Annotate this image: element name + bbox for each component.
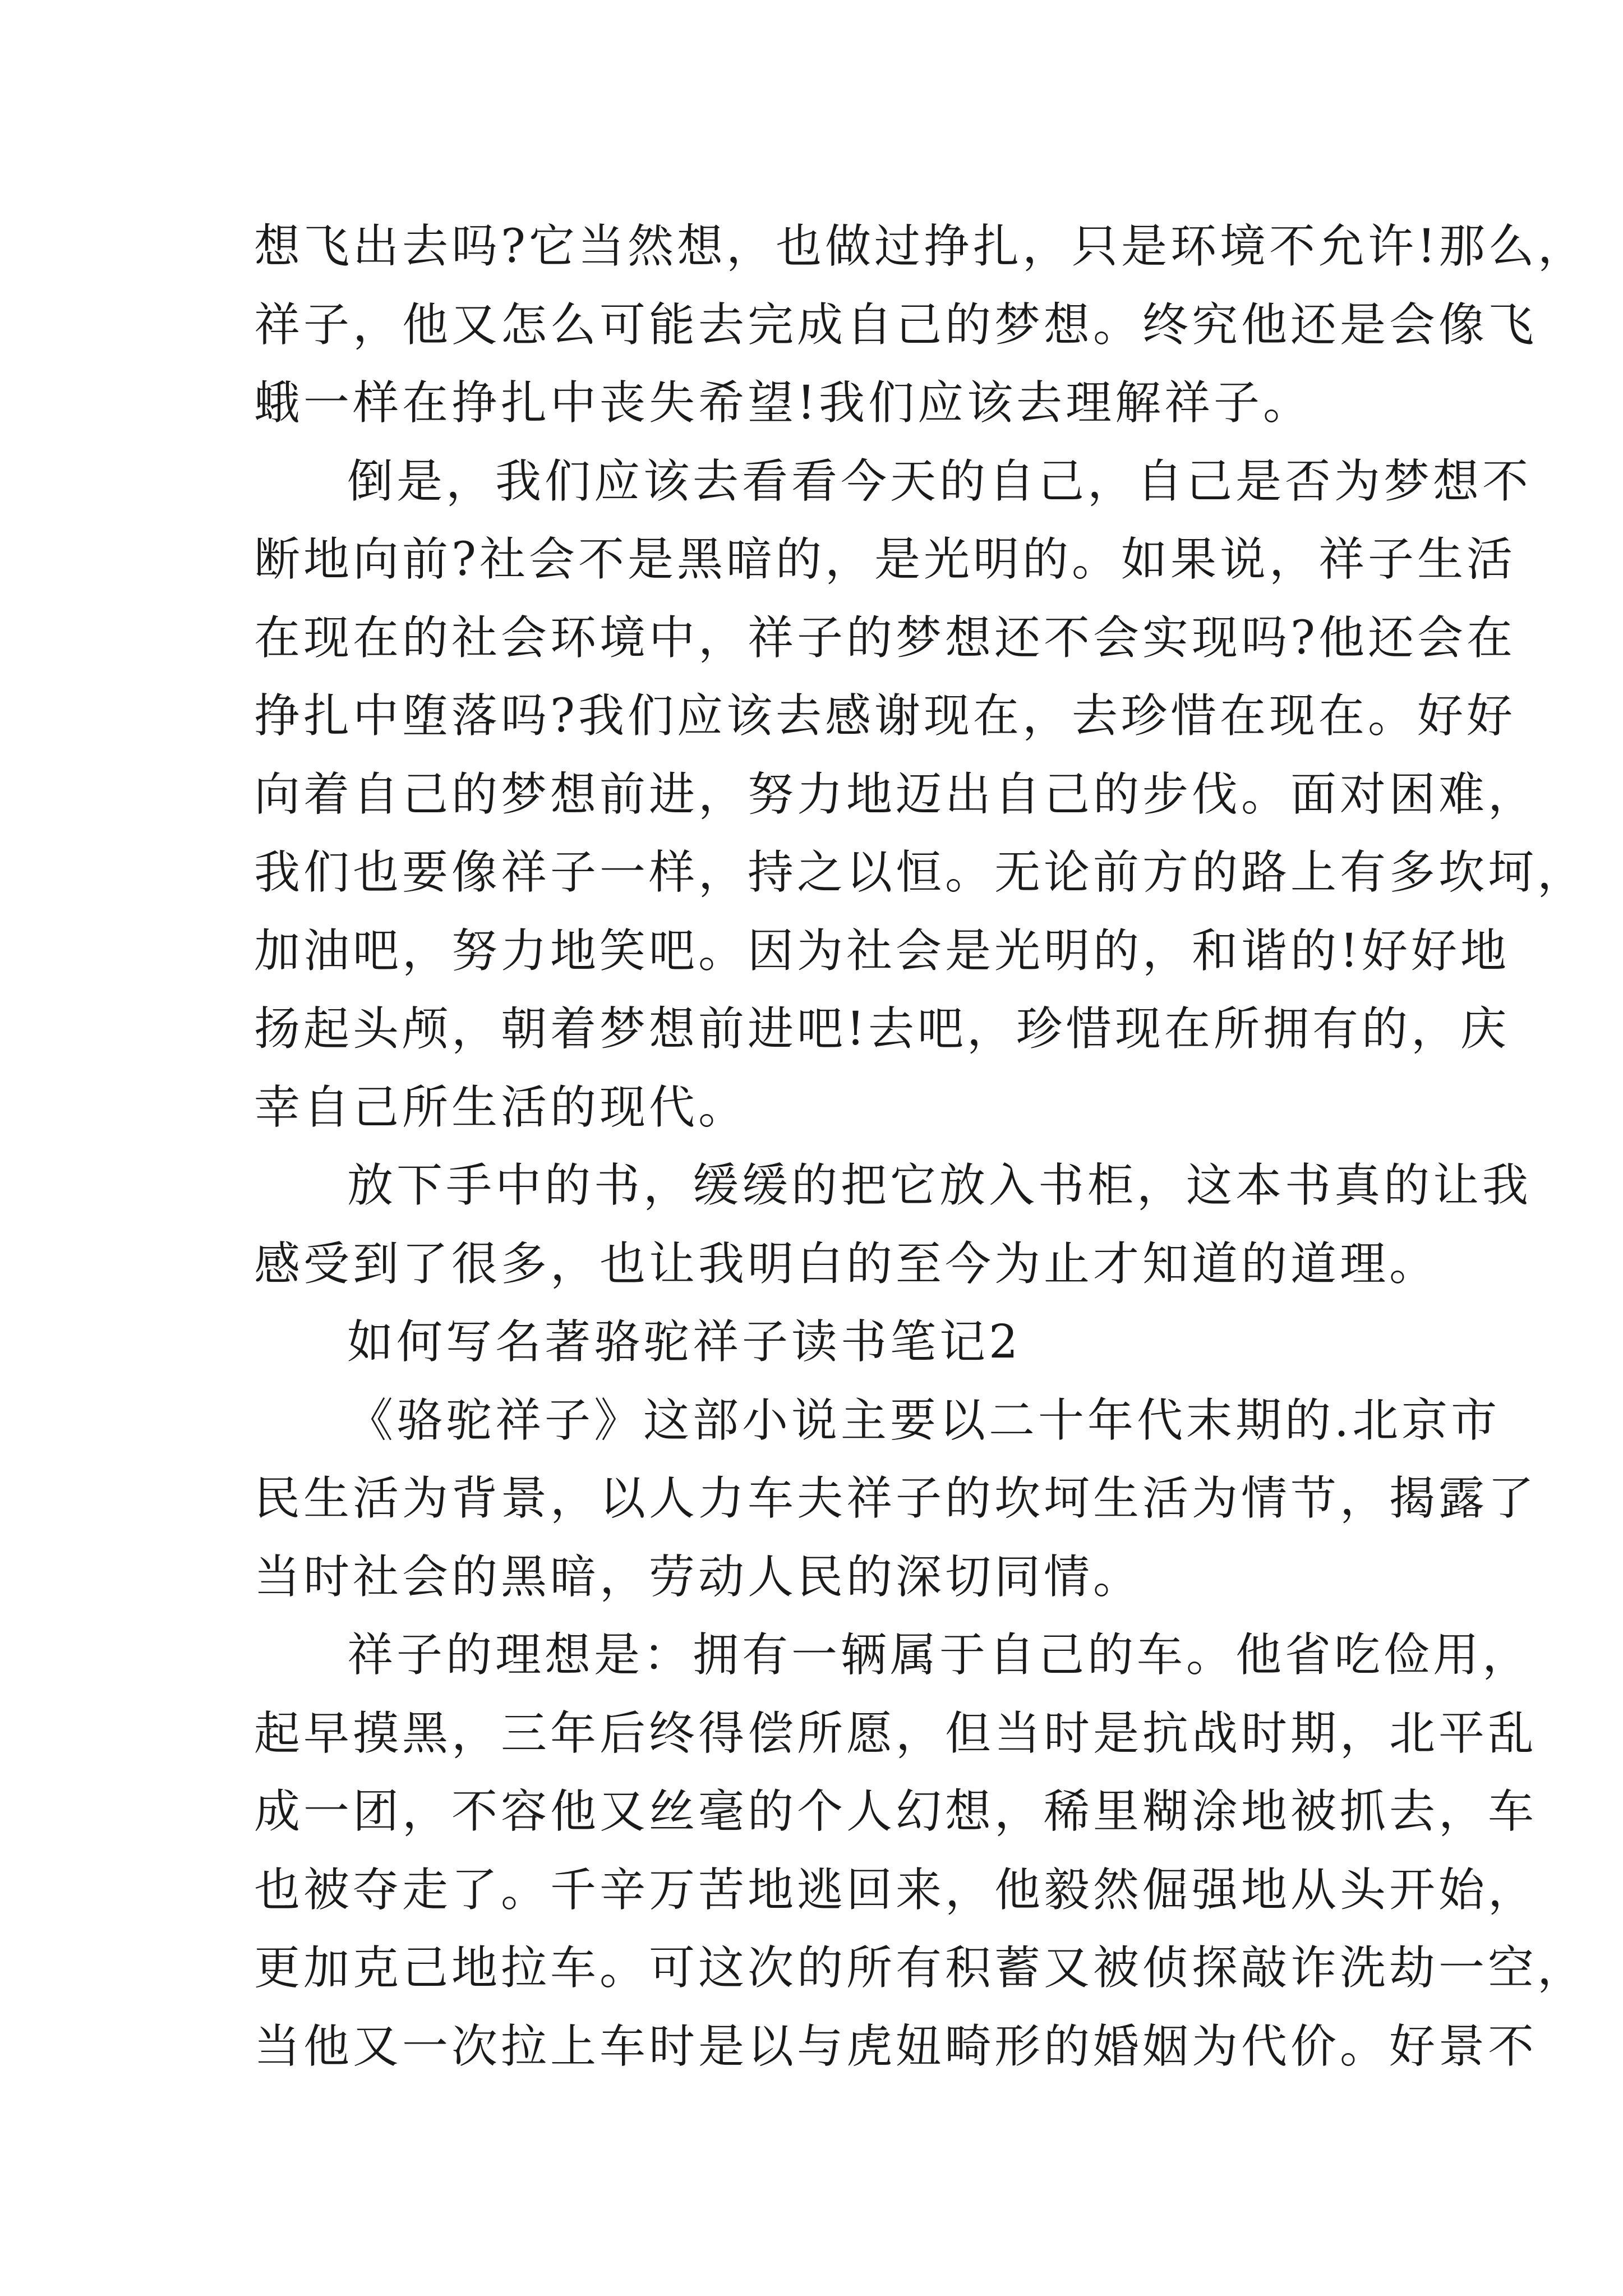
section-heading: 如何写名著骆驼祥子读书笔记2 xyxy=(347,1315,1022,1369)
text-line: 感受到了很多，也让我明白的至今为止才知道的道理。 xyxy=(254,1237,1439,1291)
text-line: 在现在的社会环境中，祥子的梦想还不会实现吗?他还会在 xyxy=(254,611,1516,665)
paragraph-start-line: 放下手中的书，缓缓的把它放入书柜，这本书真的让我 xyxy=(347,1159,1532,1212)
text-line: 也被夺走了。千辛万苦地逃回来，他毅然倔强地从头开始， xyxy=(254,1863,1538,1917)
text-line: 当他又一次拉上车时是以与虎妞畸形的婚姻为代价。好景不 xyxy=(254,2019,1538,2073)
text-line: 扬起头颅，朝着梦想前进吧!去吧，珍惜现在所拥有的，庆 xyxy=(254,1002,1510,1056)
text-line: 断地向前?社会不是黑暗的，是光明的。如果说，祥子生活 xyxy=(254,533,1516,586)
paragraph-start-line: 倒是，我们应该去看看今天的自己，自己是否为梦想不 xyxy=(347,454,1532,508)
text-line: 幸自己所生活的现代。 xyxy=(254,1080,748,1134)
text-line: 成一团，不容他又丝毫的个人幻想，稀里糊涂地被抓去，车 xyxy=(254,1785,1538,1838)
paragraph-start-line: 祥子的理想是：拥有一辆属于自己的车。他省吃俭用， xyxy=(347,1628,1532,1682)
text-line: 挣扎中堕落吗?我们应该去感谢现在，去珍惜在现在。好好 xyxy=(254,689,1516,743)
text-line: 当时社会的黑暗，劳动人民的深切同情。 xyxy=(254,1550,1143,1604)
text-line: 更加克己地拉车。可这次的所有积蓄又被侦探敲诈洗劫一空， xyxy=(254,1941,1587,1995)
text-line: 民生活为背景，以人力车夫祥子的坎坷生活为情节，揭露了 xyxy=(254,1472,1538,1525)
text-line: 向着自己的梦想前进，努力地迈出自己的步伐。面对困难， xyxy=(254,767,1538,821)
paragraph-start-line: 《骆驼祥子》这部小说主要以二十年代末期的.北京市 xyxy=(347,1393,1501,1447)
body-text xyxy=(254,208,1587,2086)
text-line: 蛾一样在挣扎中丧失希望!我们应该去理解祥子。 xyxy=(254,376,1312,430)
text-line: 加油吧，努力地笑吧。因为社会是光明的，和谐的!好好地 xyxy=(254,924,1510,978)
text-line: 想飞出去吗?它当然想，也做过挣扎，只是环境不允许!那么， xyxy=(254,220,1587,273)
text-line: 我们也要像祥子一样，持之以恒。无论前方的路上有多坎坷， xyxy=(254,846,1587,899)
text-line: 起早摸黑，三年后终得偿所愿，但当时是抗战时期，北平乱 xyxy=(254,1706,1538,1760)
text-line: 祥子，他又怎么可能去完成自己的梦想。终究他还是会像飞 xyxy=(254,298,1538,352)
